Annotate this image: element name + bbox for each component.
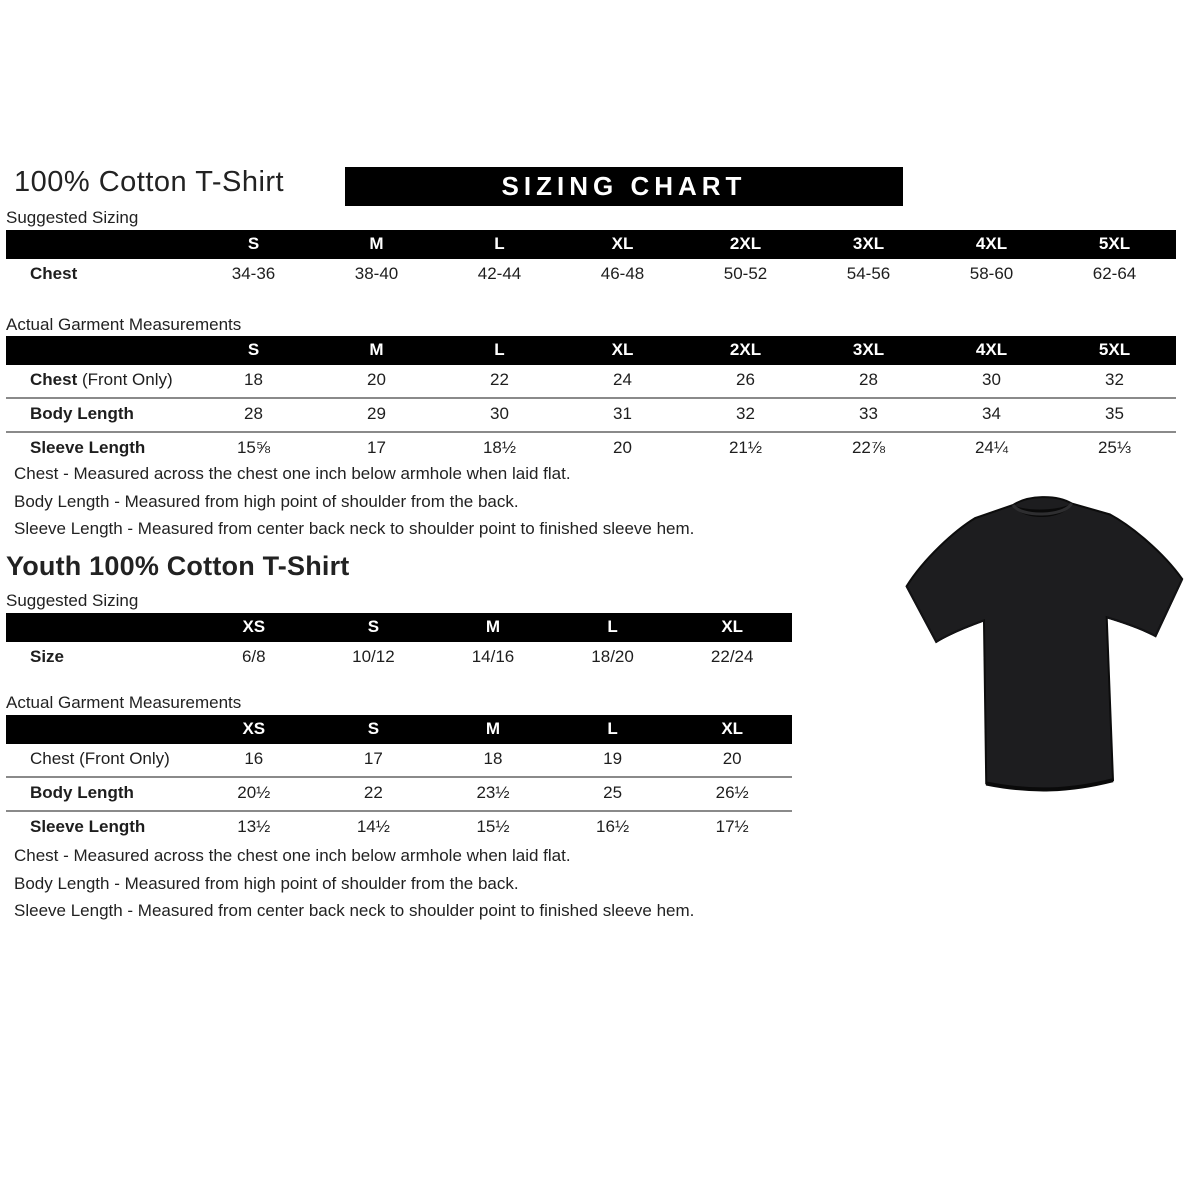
row-label-text: Body Length: [30, 404, 134, 423]
measurement-value: 50-52: [723, 264, 768, 283]
size-column-header: 5XL: [1053, 336, 1176, 365]
adult-measurement-notes: [14, 460, 814, 543]
size-header-row: [6, 336, 1176, 365]
measurement-value: 23½: [476, 783, 510, 802]
youth-actual-measurements-label: Actual Garment Measurements: [6, 693, 242, 712]
measurement-value: 25: [603, 783, 623, 802]
row-label-text: Size: [30, 647, 65, 666]
row-label-text: Sleeve Length: [30, 817, 146, 836]
measurement-value: 34-36: [231, 264, 276, 283]
youth-section-heading: Youth 100% Cotton T-Shirt: [6, 551, 350, 581]
row-label: [6, 642, 194, 674]
size-column-header: S: [192, 230, 315, 259]
note-sleeve-length: Sleeve Length - Measured from center back neck to shoulder point to finished sleeve hem.: [14, 901, 695, 920]
measurement-value: 17: [367, 438, 386, 457]
measurement-value: 31: [613, 404, 632, 423]
measurement-value: 38-40: [354, 264, 399, 283]
measurement-value: 22⅞: [851, 438, 886, 457]
measurement-value: 15½: [476, 817, 510, 836]
measurement-value: 20: [722, 749, 742, 768]
size-header-row: [6, 715, 792, 744]
measurement-value: 30: [982, 370, 1001, 389]
measurement-value: 34: [982, 404, 1001, 423]
header-spacer-cell: [6, 715, 194, 744]
row-label: [6, 398, 192, 432]
measurement-value: 25⅓: [1097, 438, 1132, 457]
size-column-header: 3XL: [807, 336, 930, 365]
size-column-header: XS: [194, 715, 314, 744]
measurement-value: 16: [244, 749, 264, 768]
measurement-value: 26: [736, 370, 755, 389]
measurement-value: 18½: [482, 438, 517, 457]
size-column-header: M: [315, 336, 438, 365]
sizing-chart-banner-text: SIZING CHART: [501, 171, 747, 201]
header-spacer-cell: [6, 230, 192, 259]
measurement-value: 42-44: [477, 264, 522, 283]
measurement-value: 28: [244, 404, 263, 423]
size-column-header: S: [314, 715, 434, 744]
measurement-value: 20½: [237, 783, 271, 802]
header-spacer-cell: [6, 613, 194, 642]
measurement-value: 22: [363, 783, 383, 802]
youth-measurement-notes: [14, 842, 814, 925]
measurement-value: 32: [736, 404, 755, 423]
adult-section-heading: 100% Cotton T-Shirt: [14, 166, 285, 198]
size-column-header: 5XL: [1053, 230, 1176, 259]
note-body-length: Body Length - Measured from high point of shoulder from the back.: [14, 873, 519, 893]
measurement-row: [6, 642, 792, 674]
measurement-value: 16½: [596, 817, 630, 836]
adult-suggested-sizing-label: Suggested Sizing: [6, 208, 139, 227]
measurement-row: [6, 744, 792, 777]
size-column-header: 2XL: [684, 230, 807, 259]
measurement-value: 22/24: [710, 647, 754, 666]
measurement-value: 58-60: [969, 264, 1014, 283]
row-label: [6, 811, 194, 844]
size-column-header: L: [438, 336, 561, 365]
size-column-header: XL: [672, 715, 792, 744]
size-header-row: [6, 613, 792, 642]
measurement-value: 17: [363, 749, 383, 768]
size-column-header: 4XL: [930, 230, 1053, 259]
black-tshirt-vector: [891, 479, 1200, 809]
size-column-header: L: [553, 613, 673, 642]
size-column-header: M: [433, 715, 553, 744]
size-column-header: 3XL: [807, 230, 930, 259]
measurement-value: 28: [859, 370, 878, 389]
measurement-value: 17½: [715, 817, 749, 836]
row-label-text: Chest (Front Only): [30, 749, 170, 768]
youth-suggested-sizing-label: Suggested Sizing: [6, 591, 139, 610]
measurement-value: 30: [490, 404, 509, 423]
size-column-header: S: [314, 613, 434, 642]
measurement-value: 24: [613, 370, 632, 389]
measurement-value: 21½: [728, 438, 763, 457]
size-column-header: L: [438, 230, 561, 259]
measurement-value: 54-56: [846, 264, 891, 283]
measurement-value: 13½: [237, 817, 271, 836]
size-column-header: L: [553, 715, 673, 744]
measurement-value: 20: [613, 438, 632, 457]
size-header-row: [6, 230, 1176, 259]
note-body-length: Body Length - Measured from high point of shoulder from the back.: [14, 491, 519, 511]
row-label: [6, 777, 194, 811]
size-column-header: XS: [194, 613, 314, 642]
row-label-text: Body Length: [30, 783, 134, 802]
note-sleeve-length: Sleeve Length - Measured from center back neck to shoulder point to finished sleeve hem.: [14, 519, 695, 538]
adult-suggested-sizing-table: [6, 230, 1176, 291]
measurement-row: [6, 365, 1176, 398]
sizing-chart-banner: [345, 167, 903, 206]
measurement-value: 19: [603, 749, 623, 768]
row-label: [6, 259, 192, 291]
measurement-value: 14½: [356, 817, 390, 836]
measurement-value: 18/20: [591, 647, 634, 666]
measurement-value: 18: [244, 370, 263, 389]
measurement-value: 18: [483, 749, 503, 768]
size-column-header: XL: [672, 613, 792, 642]
measurement-value: 32: [1105, 370, 1124, 389]
measurement-value: 62-64: [1092, 264, 1137, 283]
measurement-row: [6, 777, 792, 811]
measurement-value: 10/12: [352, 647, 395, 666]
row-label: [6, 365, 192, 398]
size-column-header: XL: [561, 336, 684, 365]
measurement-value: 33: [859, 404, 878, 423]
header-spacer-cell: [6, 336, 192, 365]
size-column-header: M: [433, 613, 553, 642]
measurement-value: 15⅝: [236, 438, 271, 457]
youth-suggested-sizing-table: [6, 613, 792, 674]
note-chest: Chest - Measured across the chest one inch below armhole when laid flat.: [14, 464, 571, 483]
measurement-value: 20: [367, 370, 386, 389]
row-label-text: Sleeve Length: [30, 438, 146, 457]
measurement-value: 6/8: [241, 647, 266, 666]
size-column-header: 2XL: [684, 336, 807, 365]
measurement-value: 24¼: [974, 438, 1009, 457]
size-column-header: S: [192, 336, 315, 365]
note-chest: Chest - Measured across the chest one inch below armhole when laid flat.: [14, 846, 571, 865]
measurement-row: [6, 811, 792, 844]
size-column-header: 4XL: [930, 336, 1053, 365]
row-label-suffix: (Front Only): [77, 370, 173, 389]
measurement-value: 29: [367, 404, 386, 423]
row-label-text: Chest: [30, 264, 78, 283]
adult-actual-measurements-label: Actual Garment Measurements: [6, 315, 242, 334]
size-column-header: M: [315, 230, 438, 259]
row-label-text: Chest: [30, 370, 78, 389]
measurement-value: 14/16: [471, 647, 515, 666]
youth-actual-measurements-table: [6, 715, 792, 844]
measurement-value: 35: [1105, 404, 1124, 423]
measurement-row: [6, 398, 1176, 432]
measurement-value: 22: [490, 370, 509, 389]
measurement-value: 26½: [715, 783, 749, 802]
black-tshirt-image: [891, 479, 1200, 809]
measurement-row: [6, 259, 1176, 291]
adult-actual-measurements-table: [6, 336, 1176, 465]
size-column-header: XL: [561, 230, 684, 259]
measurement-value: 46-48: [600, 264, 645, 283]
row-label: [6, 744, 194, 777]
